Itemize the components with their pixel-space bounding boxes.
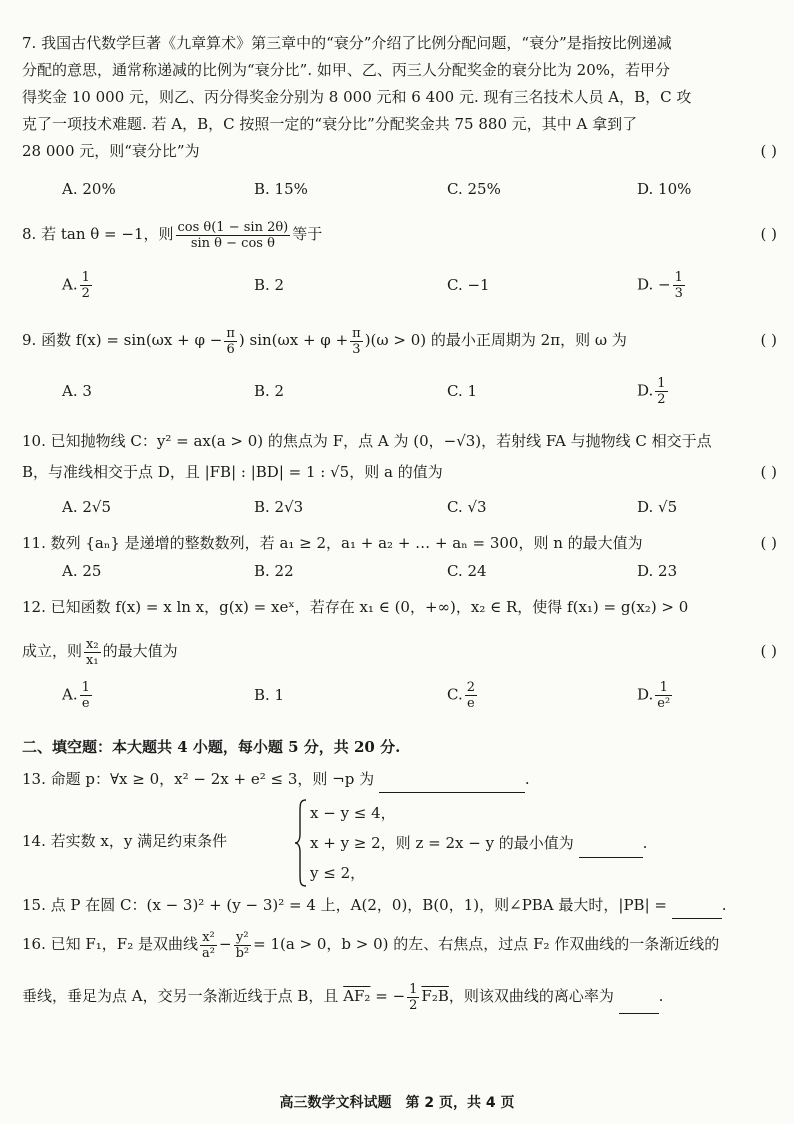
q8-option-d-num: 1 [674, 270, 683, 285]
q10-line-2: B，与准线相交于点 D，且 |FB| : |BD| = 1 : √5，则 a 的值为 [22, 463, 443, 481]
q10-answer-bracket: ( ) [760, 463, 777, 481]
q7-option-c: C. 25% [447, 180, 501, 198]
q14-constraint-1: x − y ≤ 4， [310, 804, 396, 822]
question-10 [22, 428, 777, 486]
q14-prefix: 14. 若实数 x，y 满足约束条件 [22, 832, 228, 850]
q12-option-c [447, 680, 479, 711]
q8-option-a [62, 270, 94, 301]
q13-text: 13. 命题 p：∀x ≥ 0，x² − 2x + e² ≤ 3，则 ¬p 为 [22, 770, 375, 788]
q9-suffix: )(ω > 0) 的最小正周期为 2π，则 ω 为 [364, 331, 627, 349]
q9-pi-over-6 [224, 326, 237, 357]
q9-prefix: 9. 函数 f(x) = sin [22, 331, 146, 349]
q7-line-1: 7. 我国古代数学巨著《九章算术》第三章中的“衰分”介绍了比例分配问题，“衰分”是指按比例递减 [22, 34, 672, 52]
q9-mid: ) sin [238, 331, 272, 349]
q11-option-c: C. 24 [447, 562, 487, 580]
q7-option-d: D. 10% [637, 180, 692, 198]
q14-end: . [642, 834, 648, 852]
q9-den-6: 6 [226, 341, 235, 357]
q16-half [407, 982, 419, 1013]
q9-option-d-num: 1 [657, 376, 666, 391]
q8-denominator: sin θ − cos θ [190, 235, 275, 251]
q12-options [62, 680, 752, 710]
q12-option-d-den: e² [657, 696, 671, 711]
q12-option-c-num: 2 [466, 680, 475, 695]
q9-option-c: C. 1 [447, 382, 478, 400]
q12-line-1: 12. 已知函数 f(x) = x ln x，g(x) = xeˣ，若存在 x₁ ∈ (0，+∞)，x₂ ∈ R，使得 f(x₁) = g(x₂) > 0 [22, 598, 689, 616]
q16-end: . [658, 987, 664, 1005]
q12-option-d [637, 680, 674, 711]
q10-option-d: D. √5 [637, 498, 678, 516]
q16-line-2 [22, 978, 777, 1014]
q13-answer-blank[interactable] [379, 774, 525, 793]
question-12 [22, 594, 777, 669]
question-15 [22, 892, 777, 919]
q12-option-c-label: C. [447, 685, 463, 704]
q14-constraint-2 [310, 828, 647, 858]
question-13 [22, 766, 777, 793]
q16-b2: b² [235, 945, 250, 961]
q8-fraction [176, 220, 291, 251]
q8-option-a-den: 2 [81, 286, 90, 301]
q11-option-b: B. 22 [254, 562, 294, 580]
q9-option-d-den: 2 [657, 392, 666, 407]
q15-end: . [721, 896, 727, 914]
q16-answer-blank[interactable] [619, 995, 659, 1014]
q9-pi-num-2: π [352, 325, 361, 341]
page-footer: 高三数学文科试题 第 2 页，共 4 页 [279, 1095, 515, 1111]
q12-line-2-suffix: 的最大值为 [102, 642, 178, 660]
q8-answer-bracket: ( ) [760, 225, 777, 243]
q8-option-a-num: 1 [81, 270, 90, 285]
q16-minus: − [218, 935, 232, 953]
question-11 [22, 530, 777, 557]
q12-denominator: x₁ [86, 652, 99, 668]
q8-numerator: cos θ(1 − sin 2θ) [177, 219, 289, 235]
q12-option-a-label: A. [62, 685, 78, 704]
q7-line-5: 28 000 元，则“衰分比”为 [22, 142, 200, 160]
q16-y2: y² [234, 930, 252, 946]
q14-constraints [310, 798, 647, 888]
q9-option-a: A. 3 [62, 382, 92, 400]
q12-option-a-num: 1 [81, 680, 90, 695]
q12-line-2-prefix: 成立，则 [22, 642, 83, 660]
q16-vector-f2b: F₂B [421, 987, 449, 1005]
q15-text: 15. 点 P 在圆 C：(x − 3)² + (y − 3)² = 4 上，A(2，0)，B(0，1)，则∠PBA 最大时，|PB| = [22, 896, 667, 914]
q9-answer-bracket: ( ) [760, 331, 777, 349]
q7-answer-bracket: ( ) [760, 142, 777, 160]
q12-fraction [84, 637, 101, 668]
question-9 [22, 322, 777, 358]
q12-option-d-label: D. [637, 685, 654, 704]
q9-arg2: (ωx + φ + [271, 331, 349, 349]
q11-option-a: A. 25 [62, 562, 102, 580]
q7-line-3: 得奖金 10 000 元，则乙、丙分得奖金分别为 8 000 元和 6 400 元. 现有三名技术人员 A，B，C 攻 [22, 88, 692, 106]
q8-option-d-label: D. − [637, 275, 671, 294]
q9-option-d [637, 376, 670, 407]
q7-line-4: 克了一项技术难题. 若 A，B，C 按照一定的“衰分比”分配奖金共 75 880 元，其中 A 拿到了 [22, 115, 638, 133]
q12-option-a-den: e [81, 696, 90, 711]
q10-option-b: B. 2√3 [254, 498, 304, 516]
question-8 [22, 216, 777, 252]
q16-frac-y2-b2 [234, 930, 252, 961]
q12-option-d-num: 1 [655, 680, 672, 696]
q9-arg1: (ωx + φ − [145, 331, 223, 349]
q16-half-den: 2 [409, 997, 418, 1013]
q11-option-d: D. 23 [637, 562, 678, 580]
q12-option-a [62, 680, 94, 711]
q8-option-b: B. 2 [254, 276, 285, 294]
q8-options [62, 270, 752, 300]
q12-option-a-fraction [80, 680, 92, 711]
q16-x2: x² [200, 930, 217, 946]
q16-line-2-suffix: ，则该双曲线的离心率为 [448, 987, 614, 1005]
q16-line-2-prefix: 垂线，垂足为点 A，交另一条渐近线于点 B，且 [22, 987, 339, 1005]
q12-option-d-fraction [655, 680, 672, 711]
q14-constraint-2-text: x + y ≥ 2，则 z = 2x − y 的最小值为 [310, 834, 574, 852]
q10-line-1: 10. 已知抛物线 C：y² = ax(a > 0) 的焦点为 F，点 A 为 (0，−√3)，若射线 FA 与抛物线 C 相交于点 [22, 432, 712, 450]
q12-numerator: x₂ [86, 636, 99, 652]
q8-option-a-fraction [80, 270, 92, 301]
q9-option-d-fraction [655, 376, 667, 407]
q12-option-b: B. 1 [254, 686, 285, 704]
question-16 [22, 926, 777, 1014]
q7-option-b: B. 15% [254, 180, 308, 198]
q14-answer-blank[interactable] [579, 839, 643, 858]
q16-equals-minus: = − [375, 987, 406, 1005]
q9-pi-over-3 [350, 326, 363, 357]
q12-option-c-fraction [465, 680, 477, 711]
q16-vector-af2: AF₂ [343, 987, 371, 1005]
q10-option-c: C. √3 [447, 498, 487, 516]
section-2-heading: 二、填空题：本大题共 4 小题，每小题 5 分，共 20 分. [22, 738, 401, 756]
q10-options [62, 498, 752, 528]
q8-option-c: C. −1 [447, 276, 490, 294]
q7-options [62, 180, 752, 210]
q11-options [62, 562, 752, 592]
q16-line-1 [22, 926, 777, 962]
q12-option-c-den: e [467, 696, 475, 711]
q7-option-a: A. 20% [62, 180, 116, 198]
q8-option-d [637, 270, 687, 301]
q9-den-3: 3 [352, 341, 361, 357]
q16-half-num: 1 [409, 981, 418, 997]
q7-line-2: 分配的意思，通常称递减的比例为“衰分比”. 如甲、乙、丙三人分配奖金的衰分比为 20%，若甲分 [22, 61, 670, 79]
q13-end: . [524, 770, 530, 788]
q11-line-1: 11. 数列 {aₙ} 是递增的整数数列，若 a₁ ≥ 2，a₁ + a₂ + … + aₙ = 300，则 n 的最大值为 [22, 534, 643, 552]
q15-answer-blank[interactable] [672, 900, 722, 919]
q16-line-1-suffix: = 1(a > 0，b > 0) 的左、右焦点，过点 F₂ 作双曲线的一条渐近线的 [253, 935, 720, 953]
q12-answer-bracket: ( ) [760, 642, 777, 660]
q16-frac-x2-a2 [200, 930, 217, 961]
q14-brace [294, 798, 308, 888]
question-14 [22, 798, 777, 890]
q9-option-d-label: D. [637, 381, 654, 400]
question-7 [22, 30, 777, 165]
q16-a2: a² [202, 945, 215, 961]
q16-line-1-prefix: 16. 已知 F₁，F₂ 是双曲线 [22, 935, 199, 953]
q8-option-a-label: A. [62, 275, 78, 294]
q9-options [62, 376, 752, 406]
q8-option-d-fraction [673, 270, 685, 301]
q8-option-d-den: 3 [674, 286, 683, 301]
q8-suffix: 等于 [292, 225, 323, 243]
q9-option-b: B. 2 [254, 382, 285, 400]
q10-option-a: A. 2√5 [62, 498, 112, 516]
q11-answer-bracket: ( ) [760, 534, 777, 552]
q14-constraint-3: y ≤ 2， [310, 864, 366, 882]
q9-pi-num-1: π [226, 325, 235, 341]
q8-prefix: 8. 若 tan θ = −1，则 [22, 225, 174, 243]
